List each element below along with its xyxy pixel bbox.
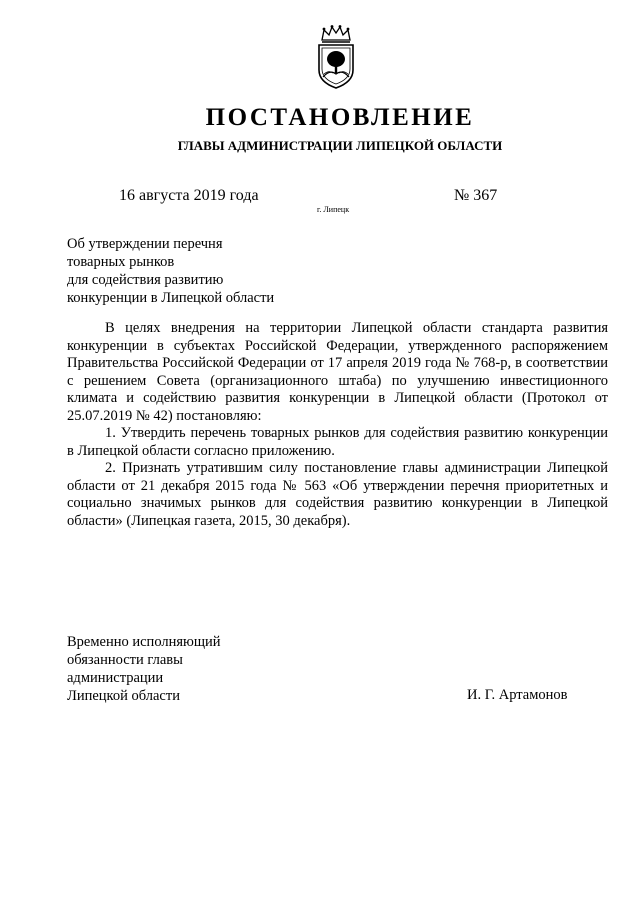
subject-line: Об утверждении перечня [67,236,223,252]
document-body [67,320,608,530]
subject-line: для содействия развитию [67,272,224,288]
document-date: 16 августа 2019 года [119,187,259,204]
document-title: ПОСТАНОВЛЕНИЕ [205,104,475,131]
position-line: Липецкой области [67,688,180,704]
document-subtitle: ГЛАВЫ АДМИНИСТРАЦИИ ЛИПЕЦКОЙ ОБЛАСТИ [177,138,503,153]
body-paragraph-item-1: 1. Утвердить перечень товарных рынков для содействия развитию конкуренции в Липецкой области согласно приложению. [67,425,608,459]
document-city: г. Липецк [317,205,350,214]
signatory-name: И. Г. Артамонов [467,687,568,703]
subject-line: конкуренции в Липецкой области [67,290,275,306]
position-line: администрации [67,670,164,686]
body-paragraph-item-2: 2. Признать утратившим силу постановление главы администрации Липецкой области от 21 декабря 2015 года № 563 «Об утверждении перечня приоритетных и социально значимых рынков для содействия развитию конкуренции в Липецкой области» (Липецкая газета, 2015, 30 декабря). [67,460,608,529]
document-subject [67,235,274,307]
signatory-position [67,633,221,705]
coat-of-arms-icon [313,24,359,90]
subject-line: товарных рынков [67,254,175,270]
position-line: Временно исполняющий [67,634,221,650]
position-line: обязанности главы [67,652,183,668]
document-number: № 367 [454,187,498,204]
body-paragraph-preamble: В целях внедрения на территории Липецкой области стандарта развития конкуренции в субъектах Российской Федерации, утвержденного распоряжением Правительства Российской Федерации от 17 апреля 2019 года № 768-р, в соответствии с решением Совета (организационного штаба) по улучшению инвестиционного климата и содействию развития конкуренции в Липецкой области (Протокол от 25.07.2019 № 42) постановляю: [67,320,608,424]
